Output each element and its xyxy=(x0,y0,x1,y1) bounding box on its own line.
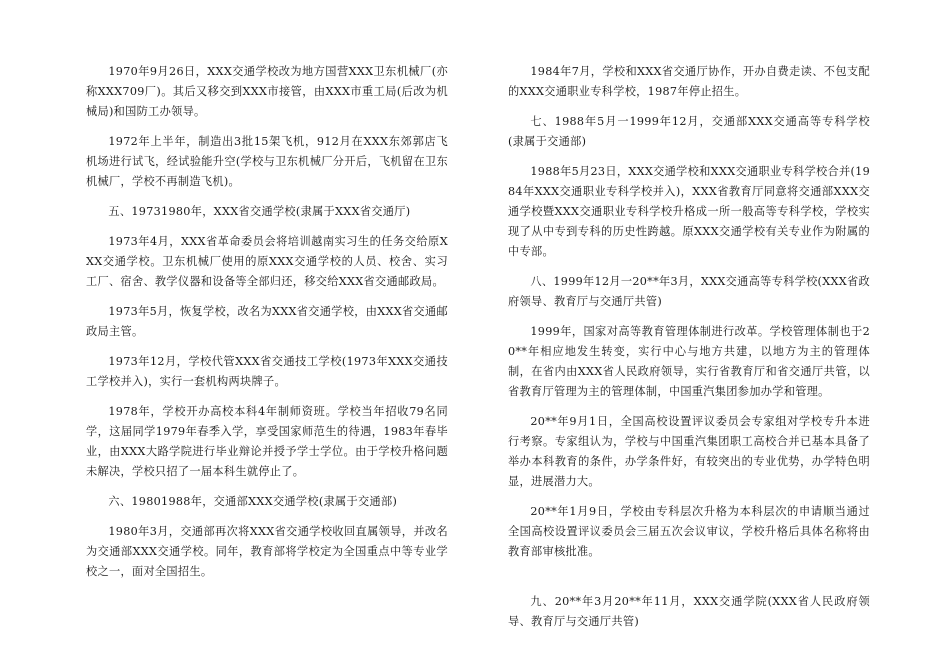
section-heading: 九、20**年3月20**年11月，XXX交通学院(XXX省人民政府领导、教育厅与交通厅共管) xyxy=(508,595,870,628)
paragraph: 1973年4月，XXX省革命委员会将培训越南实习生的任务交给原XXX交通学校。卫东机械厂使用的原XXX交通学校的人员、校舍、实习工厂、宿舍、教学仪器和设备等全部归还，移交给XXX省交通邮政局。 xyxy=(86,235,448,288)
paragraph: 1973年5月，恢复学校，改名为XXX省交通学校，由XXX省交通邮政局主管。 xyxy=(86,305,448,338)
paragraph: 1988年5月23日，XXX交通学校和XXX交通职业专科学校合并(1984年XXX交通职业专科学校并入)，XXX省教育厅同意将交通部XXX交通学校暨XXX交通职业专科学校升格成一所一般高等专科学校，学校实现了从中专到专科的历史性跨越。原XXX交通学校有关专业作为附属的中专部。 xyxy=(508,165,870,258)
paragraph: 1984年7月，学校和XXX省交通厅协作，开办自费走读、不包支配的XXX交通职业专科学校，1987年停止招生。 xyxy=(508,65,870,98)
left-column xyxy=(86,62,448,592)
section-heading: 六、19801988年，交通部XXX交通学校(隶属于交通部) xyxy=(108,495,398,508)
section-heading: 五、19731980年，XXX省交通学校(隶属于XXX省交通厅) xyxy=(108,205,411,218)
paragraph: 1970年9月26日，XXX交通学校改为地方国营XXX卫东机械厂(亦称XXX709厂)。其后又移交到XXX市接管，由XXX市重工局(后改为机械局)和国防工办领导。 xyxy=(86,65,448,118)
section-heading: 七、1988年5月一1999年12月，交通部XXX交通高等专科学校(隶属于交通部) xyxy=(508,115,870,148)
section-heading: 八、1999年12月一20**年3月，XXX交通高等专科学校(XXX省政府领导、教育厅与交通厅共管) xyxy=(508,275,870,308)
paragraph: 1978年，学校开办高校本科4年制师资班。学校当年招收79名同学，这届同学1979年春季入学，享受国家师范生的待遇，1983年春毕业，由XXX大路学院进行毕业辩论并授予学士学位。由于学校升格问题未解决，学校只招了一届本科生就停止了。 xyxy=(86,405,448,478)
paragraph: 20**年9月1日，全国高校设置评议委员会专家组对学校专升本进行考察。专家组认为，学校与中国重汽集团职工高校合并已基本具备了举办本科教育的条件，办学条件好，有较突出的专业优势，办学特色明显，进展潜力大。 xyxy=(508,415,870,488)
paragraph: 1973年12月，学校代管XXX省交通技工学校(1973年XXX交通技工学校并入)，实行一套机构两块牌子。 xyxy=(86,355,448,388)
paragraph: 20**年1月9日，学校由专科层次升格为本科层次的申请顺当通过全国高校设置评议委员会三届五次会议审议，学校升格后具体名称将由教育部审核批准。 xyxy=(508,505,870,558)
paragraph: 1972年上半年，制造出3批15架飞机，912月在XXX东郊郭店飞机场进行试飞，经试验能升空(学校与卫东机械厂分开后，飞机留在卫东机械厂，学校不再制造飞机)。 xyxy=(86,135,448,188)
paragraph: 1999年，国家对高等教育管理体制进行改革。学校管理体制也于20**年相应地发生转变，实行中心与地方共建，以地方为主的管理体制，在省内由XXX省人民政府领导，实行省教育厅和省交通厅共管，以省教育厅管理为主的管理体制，中国重汽集团参加办学和管理。 xyxy=(508,325,870,398)
paragraph: 1980年3月，交通部再次将XXX省交通学校收回直属领导，并改名为交通部XXX交通学校。同年，教育部将学校定为全国重点中等专业学校之一，面对全国招生。 xyxy=(86,525,448,578)
right-column xyxy=(508,62,870,642)
